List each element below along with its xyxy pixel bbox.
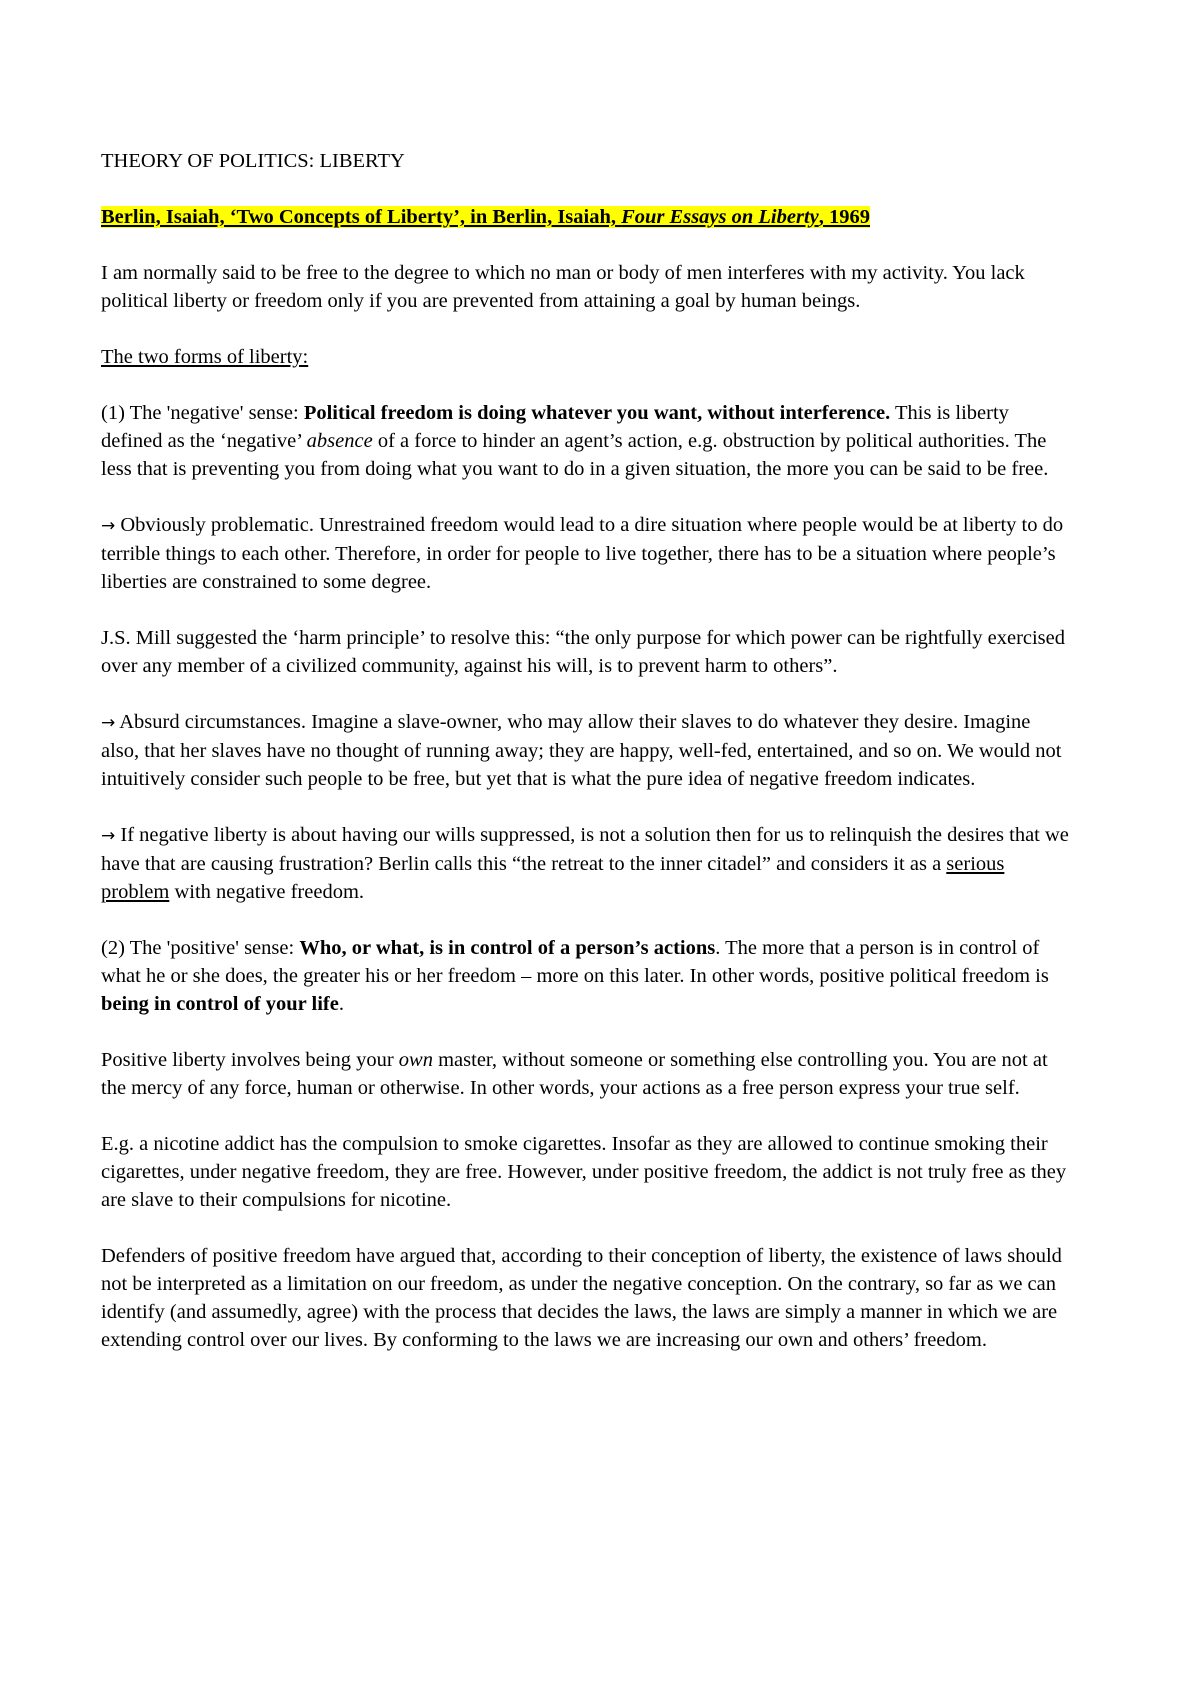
positive-liberty-paragraph [101, 934, 1070, 1018]
citadel-paragraph [101, 821, 1070, 906]
arrow-icon: → [101, 826, 116, 846]
nicotine-paragraph: E.g. a nicotine addict has the compulsion to smoke cigarettes. Insofar as they are allowed to continue smoking their cigarettes, under negative freedom, they are free. However, under positive freedom, the addict is not truly free as they are slave to their compulsions for nicotine. [101, 1133, 1067, 1211]
control-phrase: being in control of your life [101, 993, 339, 1015]
problem-paragraph [101, 511, 1070, 596]
master-text-1: Positive liberty involves being your [101, 1049, 399, 1071]
negative-liberty-paragraph [101, 399, 1070, 483]
reference-citation [101, 203, 1070, 231]
arrow-icon: → [101, 516, 116, 536]
absurd-text: Absurd circumstances. Imagine a slave-owner, who may allow their slaves to do whatever they desire. Imagine also, that her slaves have no thought of running away; they are happy, well-fed, entertained, and so on. We would not intuitively consider such people to be free, but yet that is what the pure idea of negative freedom indicates. [101, 711, 1062, 790]
problem-text: Obviously problematic. Unrestrained freedom would lead to a dire situation where people would be at liberty to do terrible things to each other. Therefore, in order for people to live together, there has to be a situation where people’s liberties are constrained to some degree. [101, 514, 1064, 593]
document-title: THEORY OF POLITICS: LIBERTY [101, 150, 405, 172]
negative-lead: (1) The 'negative' sense: [101, 402, 304, 424]
citation-year: , 1969 [818, 206, 870, 228]
citation-highlight [101, 206, 870, 228]
forms-heading: The two forms of liberty: [101, 346, 309, 368]
positive-lead: (2) The 'positive' sense: [101, 937, 300, 959]
master-paragraph [101, 1046, 1070, 1102]
absurd-paragraph [101, 708, 1070, 793]
book-title: Four Essays on Liberty [621, 206, 819, 228]
citation-text: Berlin, Isaiah, ‘Two Concepts of Liberty’, in Berlin, Isaiah, [101, 206, 622, 228]
mill-paragraph: J.S. Mill suggested the ‘harm principle’ to resolve this: “the only purpose for which power can be rightfully exercised over any member of a civilized community, against his will, is to prevent harm to others”. [101, 627, 1066, 677]
intro-paragraph: I am normally said to be free to the degree to which no man or body of men interferes with my activity. You lack political liberty or freedom only if you are prevented from attaining a goal by human beings. [101, 262, 1025, 312]
defenders-paragraph: Defenders of positive freedom have argued that, according to their conception of liberty, the existence of laws should not be interpreted as a limitation on our freedom, as under the negative conception. On the contrary, so far as we can identify (and assumedly, agree) with the process that decides the laws, the laws are simply a manner in which we are extending control over our lives. By conforming to the laws we are increasing our own and others’ freedom. [101, 1245, 1062, 1351]
positive-definition: Who, or what, is in control of a person’s actions [299, 937, 716, 959]
citadel-text-2: with negative freedom. [169, 881, 365, 903]
negative-definition: Political freedom is doing whatever you want, without interference. [303, 402, 891, 424]
positive-text-1: . The more that a person is in control of what he or she does, the greater his or her freedom – more on this later. In other words, positive political freedom is [101, 937, 1049, 987]
serious-problem: serious problem [101, 853, 1005, 903]
negative-text-1: This is liberty defined as the ‘negative’ [101, 402, 1009, 452]
own-word: own [398, 1049, 433, 1071]
negative-text-2: of a force to hinder an agent’s action, e.g. obstruction by political authorities. The less that is preventing you from doing what you want to do in a given situation, the more you can be said to be free. [101, 430, 1049, 480]
master-text-2: master, without someone or something else controlling you. You are not at the mercy of any force, human or otherwise. In other words, your actions as a free person express your true self. [101, 1049, 1048, 1099]
arrow-icon: → [101, 713, 116, 733]
positive-text-2: . [338, 993, 344, 1015]
citadel-text-1: If negative liberty is about having our wills suppressed, is not a solution then for us to relinquish the desires that we have that are causing frustration? Berlin calls this “the retreat to the inner citadel” and considers it as a [101, 824, 1069, 875]
absence-word: absence [306, 430, 373, 452]
